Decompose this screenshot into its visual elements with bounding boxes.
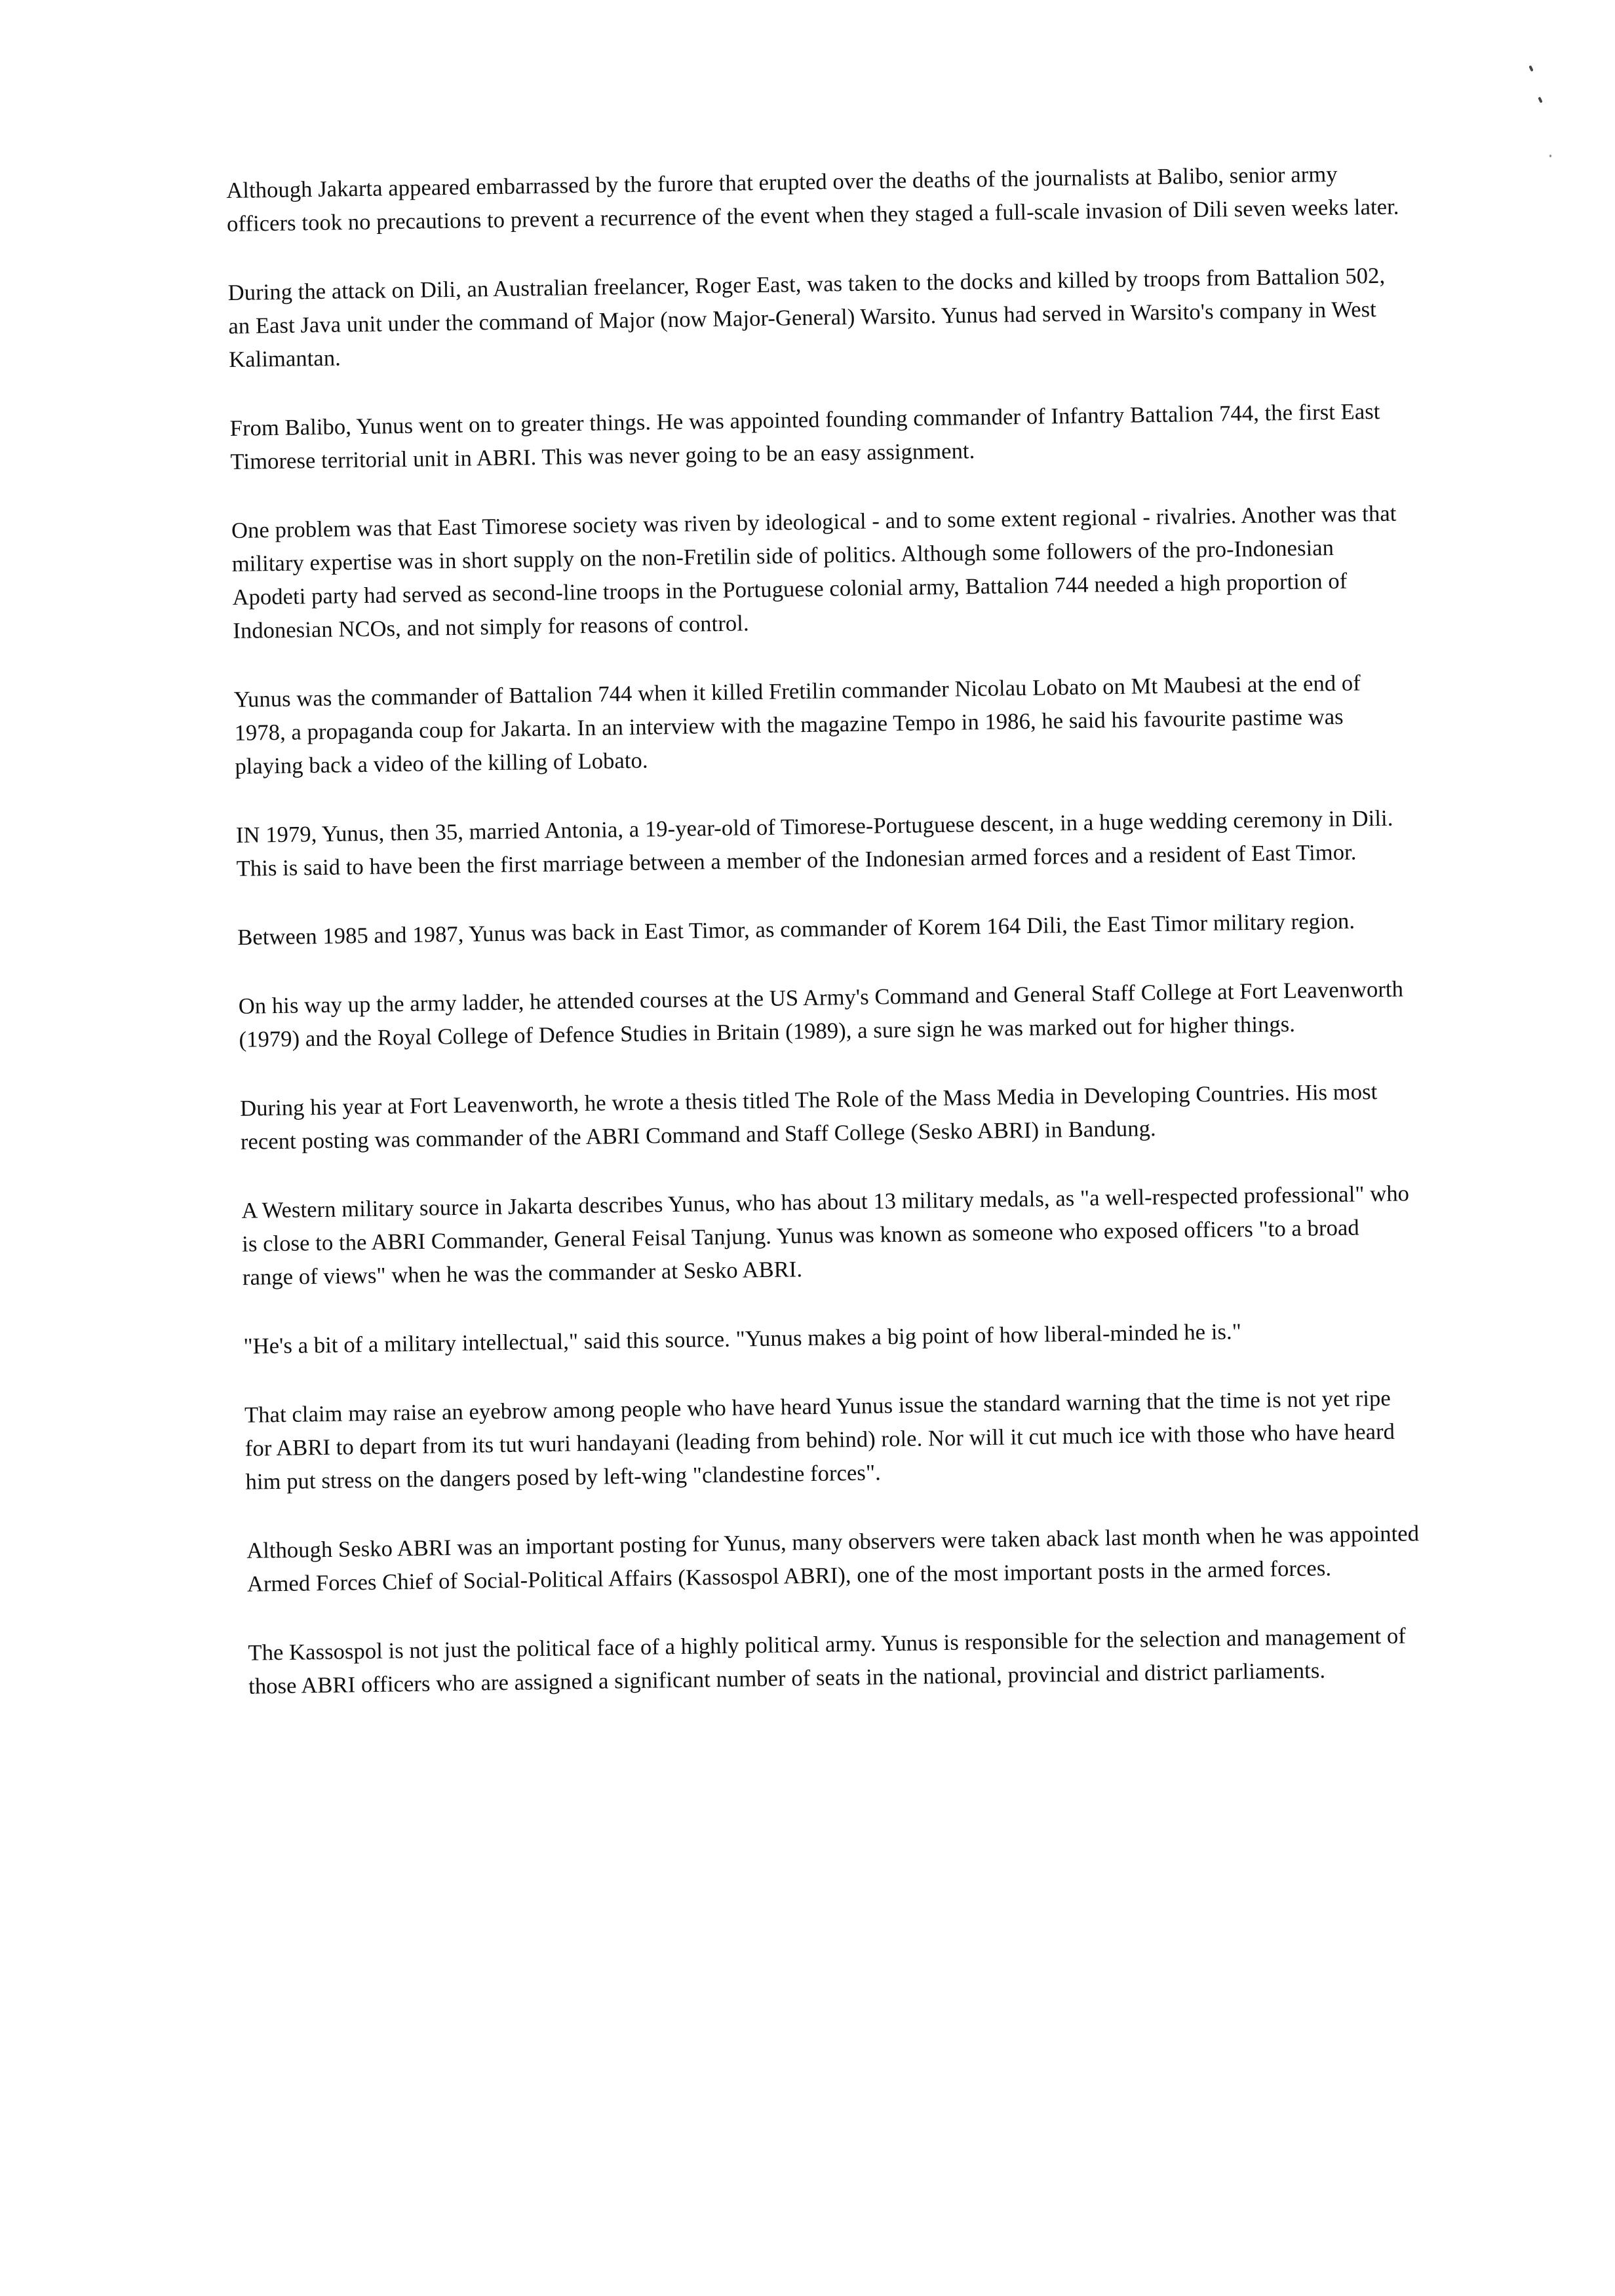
paragraph: Although Sesko ABRI was an important posting for Yunus, many observers were taken aback last month when he was appointed Armed Forces Chief of Social-Political Affairs (Kassospol ABRI), one of the most important posts in the armed forces. — [246, 1521, 1420, 1597]
paragraph: During the attack on Dili, an Australian freelancer, Roger East, was taken to the docks and killed by troops from Battalion 502, an East Java unit under the command of Major (now Major-General) Warsito. Yunus had served in Warsito's company in West Kalimantan. — [227, 263, 1386, 372]
paragraph: On his way up the army ladder, he attended courses at the US Army's Command and General Staff College at Fort Leavenworth (1979) and the Royal College of Defence Studies in Britain (1989), a sure sign he was marked out for higher things. — [238, 976, 1404, 1052]
article-body — [226, 157, 1422, 1738]
paragraph: That claim may raise an eyebrow among people who have heard Yunus issue the standard warning that the time is not yet ripe for ABRI to depart from its tut wuri handayani (leading from behind) role. Nor will it cut much ice with those who have heard him put stress on the dangers posed by left-wing "clandestine forces". — [244, 1385, 1395, 1495]
paragraph: Although Jakarta appeared embarrassed by the furore that erupted over the deaths of the journalists at Balibo, senior army officers took no precautions to prevent a recurrence of the event when they staged a full-scale invasion of Dili seven weeks later. — [226, 161, 1399, 237]
scan-mark — [1549, 155, 1551, 157]
paragraph: The Kassospol is not just the political face of a highly political army. Yunus is responsible for the selection and management of those ABRI officers who are assigned a significant number of seats in the national, provincial and district parliaments. — [248, 1623, 1407, 1699]
scan-mark — [1528, 66, 1533, 72]
paragraph: IN 1979, Yunus, then 35, married Antonia, a 19-year-old of Timorese-Portuguese descent, in a huge wedding ceremony in Dili. This is said to have been the first marriage between a member of the Indonesian armed forces and a resident of East Timor. — [235, 805, 1393, 881]
paragraph: From Balibo, Yunus went on to greater things. He was appointed founding commander of Infantry Battalion 744, the first East Timorese territorial unit in ABRI. This was never going to be an easy assignment. — [229, 398, 1380, 474]
paragraph: Between 1985 and 1987, Yunus was back in East Timor, as commander of Korem 164 Dili, the East Timor military region. — [237, 908, 1355, 950]
paragraph: "He's a bit of a military intellectual," said this source. "Yunus makes a big point of how liberal-minded he is." — [243, 1319, 1242, 1359]
paragraph: A Western military source in Jakarta describes Yunus, who has about 13 military medals, as "a well-respected professional" who is close to the ABRI Commander, General Feisal Tanjung. Yunus was known as someone who exposed officers "to a broad range of views" when he was the commander at Sesko ABRI. — [241, 1181, 1410, 1290]
paragraph: During his year at Fort Leavenworth, he wrote a thesis titled The Role of the Mass Media in Developing Countries. His most recent posting was commander of the ABRI Command and Staff College (Sesko ABRI) in Bandung. — [239, 1079, 1378, 1155]
scan-marks — [1523, 59, 1563, 177]
paragraph: One problem was that East Timorese society was riven by ideological - and to some extent regional - rivalries. Another was that military expertise was in short supply on the non-Fretilin side of politics. Although some followers of the pro-Indonesian Apodeti party had served as second-line troops in the Portuguese colonial army, Battalion 744 needed a high proportion of Indonesian NCOs, and not simply for reasons of control. — [231, 501, 1397, 643]
scan-mark — [1538, 97, 1542, 104]
paragraph: Yunus was the commander of Battalion 744 when it killed Fretilin commander Nicolau Lobato on Mt Maubesi at the end of 1978, a propaganda coup for Jakarta. In an interview with the magazine Tempo in 1986, he said his favourite pastime was playing back a video of the killing of Lobato. — [233, 670, 1361, 779]
